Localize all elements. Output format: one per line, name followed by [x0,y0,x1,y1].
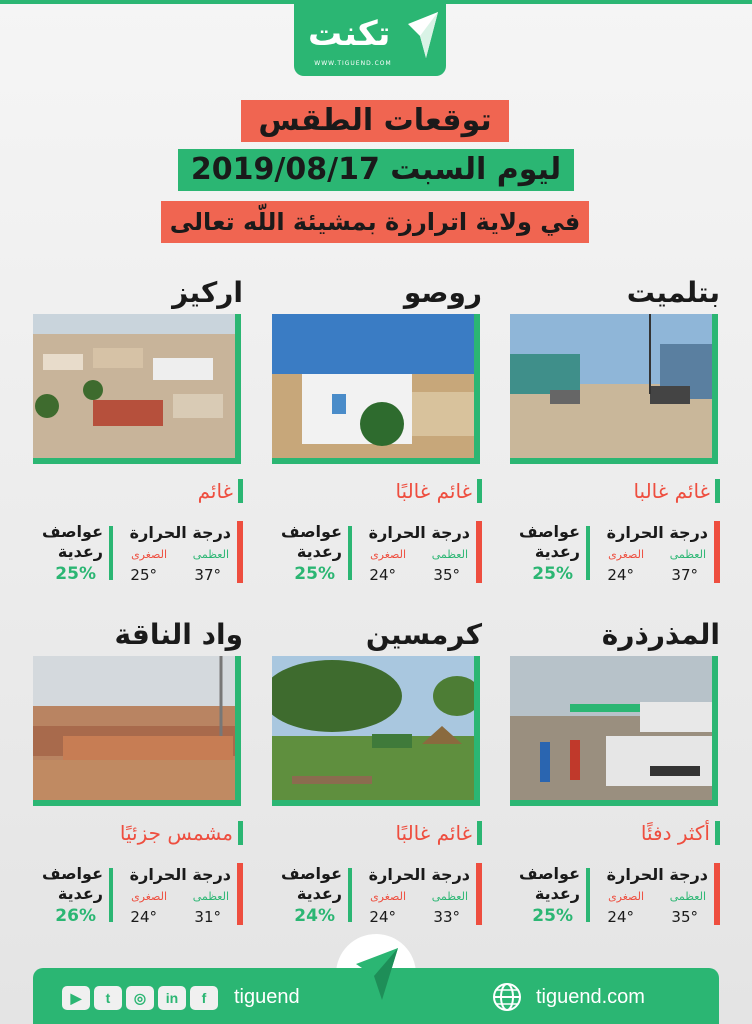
brand-url: WWW.TIGUEND.COM [314,60,392,67]
city-name: روصو [403,276,482,309]
max-label: العظمى [669,890,706,903]
photo-frame [33,314,241,464]
min-value: 24° [130,908,157,926]
min-label: الصغرى [608,890,644,903]
temperature-label: درجة الحرارة [368,865,470,884]
photo-frame [272,314,480,464]
storm-label: عواصف رعدية [281,522,342,561]
photo-frame [272,656,480,806]
temperature-label: درجة الحرارة [606,523,708,542]
storm-percent: 24% [294,906,335,926]
storm-percent: 25% [532,906,573,926]
min-value: 24° [607,908,634,926]
city-name: واد الناقة [114,618,243,651]
storm-percent: 25% [532,564,573,584]
photo-frame [33,656,241,806]
city-name: كرمسين [365,618,482,651]
temp-bar [714,521,720,583]
min-value: 24° [369,566,396,584]
storm-label: عواصف رعدية [281,864,342,903]
date-banner: ليوم السبت 2019/08/17 [178,149,574,191]
temp-bar [714,863,720,925]
min-label: الصغرى [131,890,167,903]
brand-name: تكنت [308,14,391,54]
city-card-wad-naga [33,618,243,928]
facebook-icon[interactable]: f [190,986,218,1010]
paper-plane-icon [404,10,440,60]
min-label: الصغرى [608,548,644,561]
min-value: 24° [369,908,396,926]
separator [348,526,352,580]
condition-text: أكثر دفئًا [640,821,710,845]
brand-logo[interactable] [294,0,446,76]
temperature-label: درجة الحرارة [129,523,231,542]
temperature-label: درجة الحرارة [129,865,231,884]
city-name: بتلميت [626,276,720,309]
youtube-icon[interactable]: ▶ [62,986,90,1010]
max-label: العظمى [431,890,468,903]
separator [109,526,113,580]
twitter-icon[interactable]: t [94,986,122,1010]
storm-label: عواصف رعدية [519,522,580,561]
min-label: الصغرى [370,548,406,561]
city-name: المذرذرة [601,618,720,651]
storm-percent: 25% [294,564,335,584]
temperature-label: درجة الحرارة [606,865,708,884]
storm-label: عواصف رعدية [519,864,580,903]
condition-text: مشمس جزئيًا [119,821,233,845]
min-label: الصغرى [370,890,406,903]
town-houses-photo [272,314,474,458]
title-banner: توقعات الطقس [241,100,509,142]
instagram-icon[interactable]: ◎ [126,986,154,1010]
storm-label: عواصف رعدية [42,522,103,561]
photo-frame [510,656,718,806]
condition-text: غائم [197,479,233,503]
market-street-photo [510,656,712,800]
photo-frame [510,314,718,464]
min-value: 25° [130,566,157,584]
min-value: 24° [607,566,634,584]
min-label: الصغرى [131,548,167,561]
city-card-keurmacen [272,618,482,928]
max-label: العظمى [669,548,706,561]
city-card-boutilimit [510,276,720,586]
condition-text: غائم غالبا [633,479,710,503]
paper-plane-icon [352,946,400,1002]
social-handle[interactable]: tiguend [234,986,300,1008]
region-banner: في ولاية اترارزة بمشيئة اللّه تعالى [161,201,589,243]
temp-bar [237,521,243,583]
separator [586,526,590,580]
desert-town-photo [33,656,235,800]
temp-bar [476,521,482,583]
city-card-mederdra [510,618,720,928]
trees-park-photo [272,656,474,800]
max-value: 33° [433,908,460,926]
max-value: 37° [671,566,698,584]
condition-text: غائم غالبًا [395,479,472,503]
temperature-label: درجة الحرارة [368,523,470,542]
city-name: اركيز [172,276,243,309]
condition-text: غائم غالبًا [395,821,472,845]
city-card-rkiz [33,276,243,586]
separator [586,868,590,922]
linkedin-icon[interactable]: in [158,986,186,1010]
storm-label: عواصف رعدية [42,864,103,903]
aerial-town-photo [33,314,235,458]
city-card-rosso [272,276,482,586]
separator [109,868,113,922]
max-value: 35° [433,566,460,584]
max-value: 35° [671,908,698,926]
max-value: 37° [194,566,221,584]
temp-bar [476,863,482,925]
max-label: العظمى [192,890,229,903]
street-photo [510,314,712,458]
storm-percent: 26% [55,906,96,926]
globe-icon [492,982,522,1012]
max-value: 31° [194,908,221,926]
storm-percent: 25% [55,564,96,584]
separator [348,868,352,922]
max-label: العظمى [192,548,229,561]
temp-bar [237,863,243,925]
website-link[interactable]: tiguend.com [536,986,645,1008]
max-label: العظمى [431,548,468,561]
